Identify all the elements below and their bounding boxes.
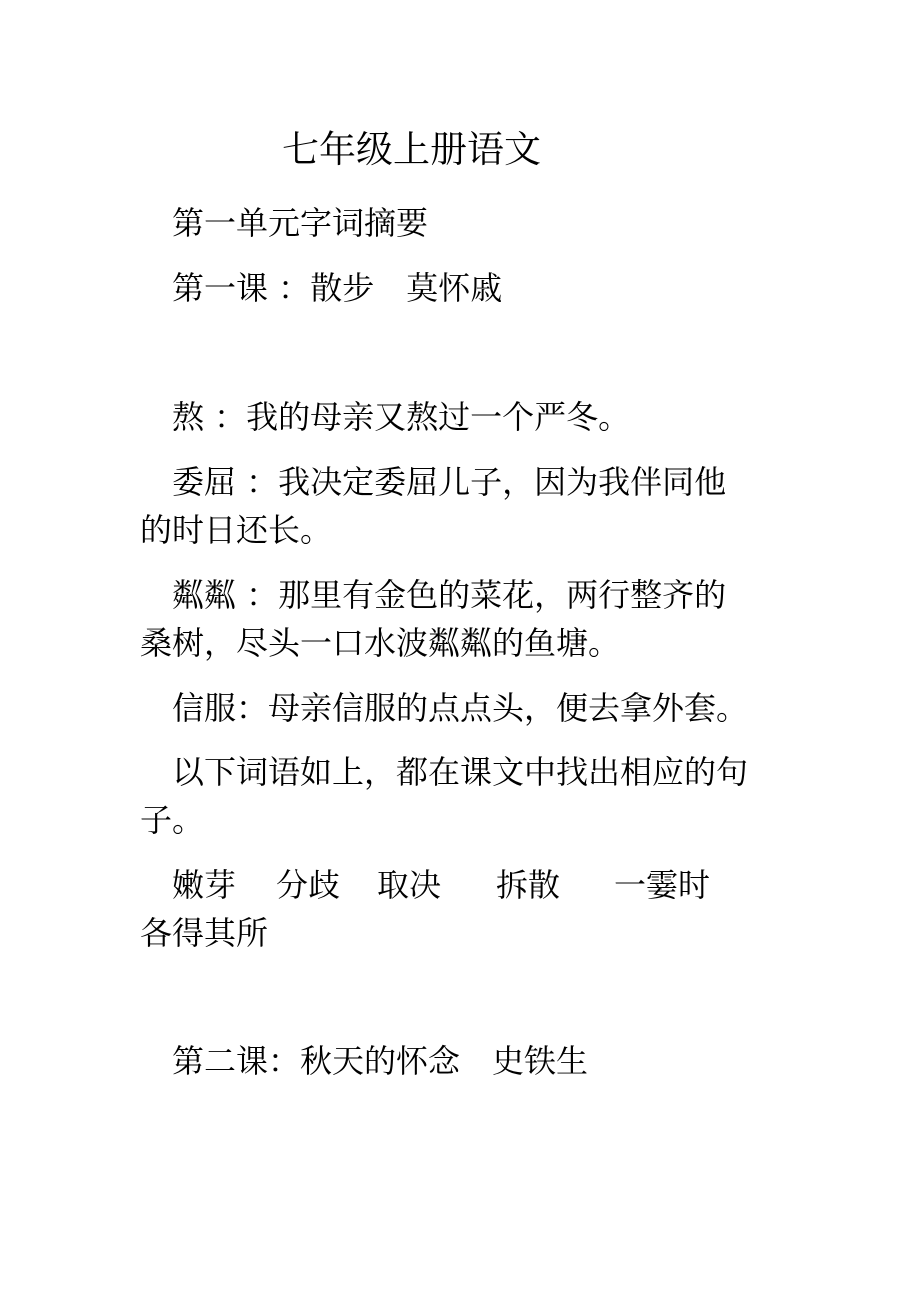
lesson1-title: 散步	[310, 269, 375, 307]
instruction-line2: 子。	[140, 801, 205, 839]
lesson1-label: 第一课 ：	[172, 269, 311, 307]
document-title: 七年级上册语文	[282, 128, 541, 171]
word-qujue: 取决	[377, 866, 442, 904]
lesson2-label: 第二课：	[172, 1042, 301, 1080]
word-gedeqisuo: 各得其所	[140, 914, 269, 952]
entry-linlin-line1: 粼粼 ：那里有金色的菜花，两行整齐的	[172, 576, 727, 614]
word-yishashi: 一霎时	[614, 866, 711, 904]
entry-weiqu-line2: 的时日还长。	[140, 511, 333, 549]
lesson1-author: 莫怀戚	[406, 269, 503, 307]
instruction-line1: 以下词语如上，都在课文中找出相应的句	[172, 753, 749, 791]
entry-weiqu-line1: 委屈 ：我决定委屈儿子，因为我伴同他	[172, 463, 727, 501]
lesson2-title: 秋天的怀念	[300, 1042, 461, 1080]
lesson1-heading	[172, 268, 502, 308]
entry-ao: 熬 ：我的母亲又熬过一个严冬。	[172, 398, 631, 436]
word-nenya: 嫩芽	[172, 866, 237, 904]
word-fenqi: 分歧	[276, 866, 341, 904]
unit-heading: 第一单元字词摘要	[172, 204, 429, 242]
lesson2-heading	[172, 1041, 588, 1081]
entry-xinfu: 信服：母亲信服的点点头，便去拿外套。	[172, 689, 749, 727]
word-chaisan: 拆散	[496, 866, 561, 904]
lesson2-author: 史铁生	[492, 1042, 589, 1080]
entry-linlin-line2: 桑树，尽头一口水波粼粼的鱼塘。	[140, 624, 621, 662]
